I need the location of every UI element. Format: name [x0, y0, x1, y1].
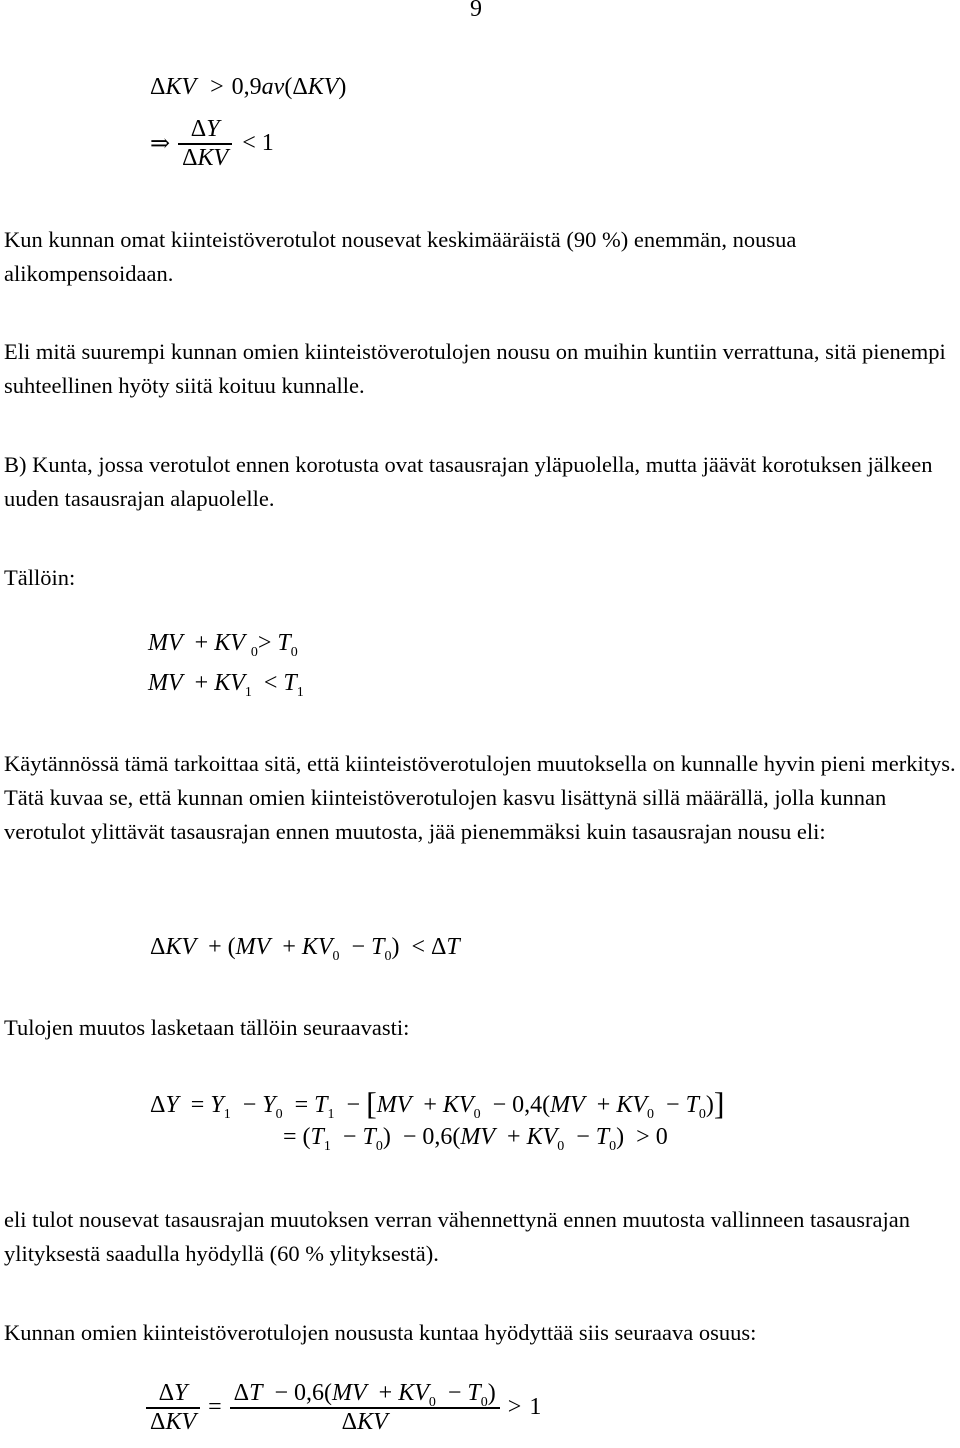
paragraph-tallolin: Tällöin: — [4, 565, 76, 590]
paragraph-share: Kunnan omien kiinteistöverotulojen noususta kuntaa hyödyttää siis seuraava osuus: — [4, 1320, 757, 1345]
equation-share-ratio: $\frac{\Delta Y}{\text{ΔKV}}$ = $\frac{\Delta T - 0,6(MV + KV_0 - T_0)}{\text{ΔKV}}$ > 1 — [146, 1380, 541, 1436]
equation-kv-gt-avg: ΔKV > 0,9av(ΔKV) — [150, 74, 347, 100]
equation-after-increase: MV + $KV_1 < T_1$ — [148, 670, 304, 700]
page-number: 9 — [470, 0, 482, 22]
paragraph-overcompensation: Kun kunnan omat kiinteistöverotulot nousevat keskimääräistä (90 %) enemmän, nousua alikompensoidaan. — [4, 227, 797, 286]
paragraph-practical-meaning: Käytännössä tämä tarkoittaa sitä, että kiinteistöverotulojen muutoksella on kunnalle hyvin pieni merkitys. Tätä kuvaa se, että kunnan omien kiinteistöverotulojen kasvu lisättynä sillä määrällä, jolla kunnan verotulot ylittävät tasausrajan ennen muutosta, jää pienemmäksi kuin tasausrajan nousu eli: — [4, 751, 956, 844]
paragraph-case-b: B) Kunta, jossa verotulot ennen korotusta ovat tasausrajan yläpuolella, mutta jäävät korotuksen jälkeen uuden tasausrajan alapuolelle. — [4, 452, 933, 511]
paragraph-income-change: Tulojen muutos lasketaan tällöin seuraavasti: — [4, 1015, 410, 1040]
equation-before-increase: MV + KV $_0> T_0$ — [148, 630, 298, 660]
paragraph-relative-benefit: Eli mitä suurempi kunnan omien kiinteistöverotulojen nousu on muihin kuntiin verrattuna, sitä pienempi suhteellinen hyöty siitä koituu kunnalle. — [4, 339, 946, 398]
equation-income-change-line1: $\Delta Y = Y_1 - Y_0 = T_1 - [MV + KV_0 - 0,4(MV + KV_0 - T_0)]$ — [150, 1085, 725, 1122]
equation-implies-ratio: ⇒ $\frac{\Delta Y}{\text{ΔKV}}$ < 1 — [150, 116, 274, 171]
paragraph-explanation: eli tulot nousevat tasausrajan muutoksen verran vähennettynä ennen muutosta vallinneen tasausrajan ylityksestä saadulla hyödyllä (60 % ylityksestä). — [4, 1207, 910, 1266]
equation-income-change-line2: = $(T_1 - T_0) - 0,6(MV + KV_0 - T_0) > 0$ — [283, 1124, 668, 1154]
equation-growth-condition: $\Delta KV + (MV + KV_0 - T_0) < \Delta T$ — [150, 934, 460, 964]
